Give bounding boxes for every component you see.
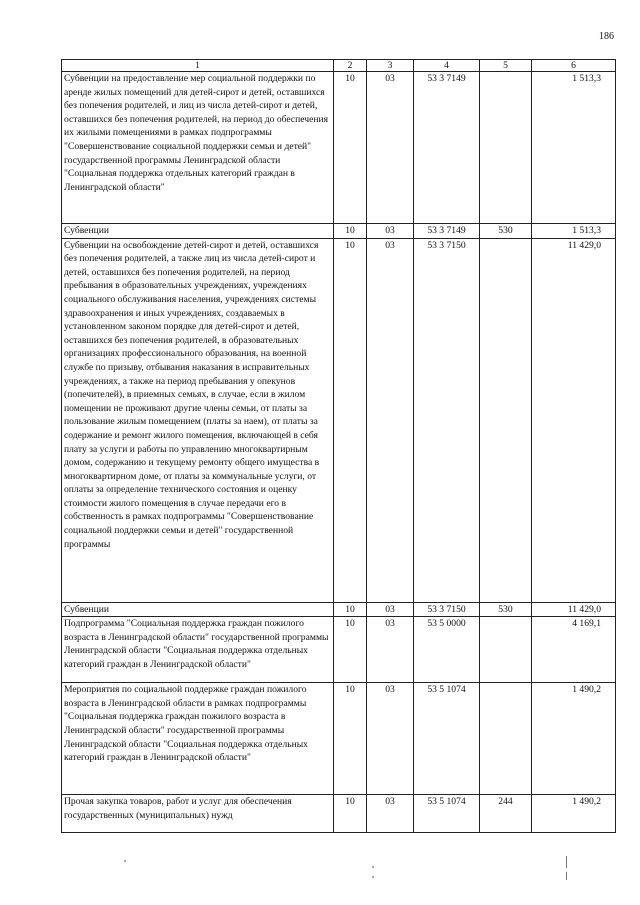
row-section: 10 <box>334 238 367 602</box>
table-row <box>62 795 616 833</box>
row-target-code: 53 3 7150 <box>414 238 480 602</box>
row-subsection: 03 <box>367 72 414 224</box>
row-amount: 11 429,0 <box>532 238 616 602</box>
row-name: Подпрограмма "Социальная поддержка граждан пожилого возраста в Ленинградской области" государственной программы Ленинградской области "Социальная поддержка отдельных категорий граждан в Ленинградской области" <box>62 617 334 683</box>
header-cell: 3 <box>367 60 414 72</box>
row-section: 10 <box>334 683 367 795</box>
header-cell: 5 <box>480 60 532 72</box>
table-row <box>62 238 616 602</box>
row-expense-type <box>480 683 532 795</box>
scan-mark <box>566 856 567 868</box>
header-cell: 6 <box>532 60 616 72</box>
row-subsection: 03 <box>367 683 414 795</box>
row-expense-type: 530 <box>480 224 532 239</box>
row-subsection: 03 <box>367 602 414 617</box>
row-name: Мероприятия по социальной поддержке граждан пожилого возраста в Ленинградской области в рамках подпрограммы "Социальная поддержка граждан пожилого возраста в Ленинградской области" государственной программы Ленинградской области "Социальная поддержка отдельных категорий граждан в Ленинградской области" <box>62 683 334 795</box>
row-amount: 1 490,2 <box>532 683 616 795</box>
budget-table <box>61 59 616 833</box>
page-number: 186 <box>599 31 614 42</box>
header-cell: 2 <box>334 60 367 72</box>
row-name: Субвенции <box>62 224 334 239</box>
row-section: 10 <box>334 602 367 617</box>
row-section: 10 <box>334 72 367 224</box>
header-cell: 1 <box>62 60 334 72</box>
table-row <box>62 224 616 239</box>
row-target-code: 53 3 7149 <box>414 72 480 224</box>
row-target-code: 53 5 1074 <box>414 795 480 833</box>
row-target-code: 53 3 7149 <box>414 224 480 239</box>
row-amount: 1 513,3 <box>532 72 616 224</box>
scan-speck <box>372 866 374 868</box>
row-target-code: 53 5 1074 <box>414 683 480 795</box>
row-subsection: 03 <box>367 795 414 833</box>
row-subsection: 03 <box>367 617 414 683</box>
table-header-row <box>62 60 616 72</box>
row-target-code: 53 3 7150 <box>414 602 480 617</box>
scan-speck <box>124 860 126 862</box>
header-cell: 4 <box>414 60 480 72</box>
row-amount: 4 169,1 <box>532 617 616 683</box>
row-subsection: 03 <box>367 238 414 602</box>
row-expense-type <box>480 72 532 224</box>
row-amount: 11 429,0 <box>532 602 616 617</box>
row-expense-type: 244 <box>480 795 532 833</box>
table-row <box>62 72 616 224</box>
row-amount: 1 513,3 <box>532 224 616 239</box>
table-row <box>62 602 616 617</box>
row-section: 10 <box>334 617 367 683</box>
table-row <box>62 683 616 795</box>
scan-speck <box>372 876 374 878</box>
row-amount: 1 490,2 <box>532 795 616 833</box>
row-expense-type <box>480 238 532 602</box>
row-subsection: 03 <box>367 224 414 239</box>
row-section: 10 <box>334 224 367 239</box>
row-name: Субвенции на предоставление мер социальной поддержки по аренде жилых помещений для детей-сирот и детей, оставшихся без попечения родителей, и лиц из числа детей-сирот и детей, оставшихся без попечения родителей, на период до обеспечения их жилыми помещениями в рамках подпрограммы "Совершенствование социальной поддержки семьи и детей" государственной программы Ленинградской области "Социальная поддержка отдельных категорий граждан в Ленинградской области" <box>62 72 334 224</box>
row-name: Прочая закупка товаров, работ и услуг для обеспечения государственных (муниципальных) нужд <box>62 795 334 833</box>
scan-mark <box>566 872 567 880</box>
row-expense-type <box>480 617 532 683</box>
row-target-code: 53 5 0000 <box>414 617 480 683</box>
row-name: Субвенции на освобождение детей-сирот и детей, оставшихся без попечения родителей, а также лиц из числа детей-сирот и детей, оставшихся без попечения родителей, на период пребывания в образовательных учреждениях, учреждениях социального обслуживания населения, учреждениях системы здравоохранения и иных учреждениях, создаваемых в установленном законом порядке для детей-сирот и детей, оставшихся без попечения родителей, в образовательных организациях профессионального образования, на военной службе по призыву, отбывания наказания в исправительных учреждениях, а также на период пребывания у опекунов (попечителей), в приемных семьях, в случае, если в жилом помещении не проживают другие члены семьи, от платы за пользование жилым помещением (платы за наем), от платы за содержание и ремонт жилого помещения, включающей в себя плату за услуги и работы по управлению многоквартирным домом, содержанию и текущему ремонту общего имущества в многоквартирном доме, от платы за коммунальные услуги, от оплаты за определение технического состояния и оценку стоимости жилого помещения в случае передачи его в собственность в рамках подпрограммы "Совершенствование социальной поддержки семьи и детей" государственной программы <box>62 238 334 602</box>
table-row <box>62 617 616 683</box>
row-expense-type: 530 <box>480 602 532 617</box>
row-section: 10 <box>334 795 367 833</box>
row-name: Субвенции <box>62 602 334 617</box>
